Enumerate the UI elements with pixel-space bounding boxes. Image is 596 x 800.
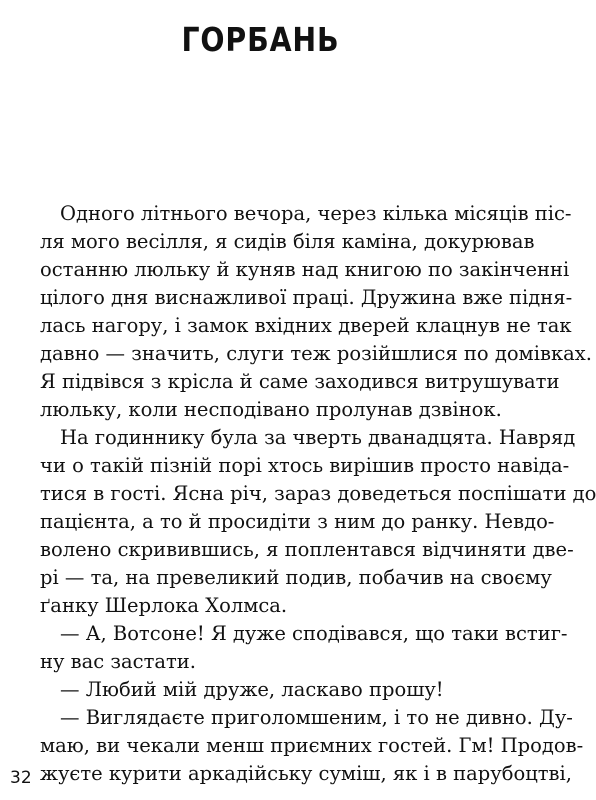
text-line: Я підвівся з крісла й саме заходився витрушувати	[40, 370, 560, 393]
text-line: цілого дня виснажливої праці. Дружина вже підня-	[40, 286, 573, 309]
text-line: — Любий мій друже, ласкаво прошу!	[60, 678, 444, 701]
chapter-body	[40, 200, 596, 788]
text-line: рі — та, на превеликий подив, побачив на своєму	[40, 566, 552, 589]
text-line: останню люльку й куняв над книгою по закінченні	[40, 258, 570, 281]
text-line: волено скривившись, я поплентався відчиняти две-	[40, 538, 574, 561]
text-line: — Виглядаєте приголомшеним, і то не дивно. Ду-	[60, 706, 573, 729]
text-line: тися в гості. Ясна річ, зараз доведеться поспішати до	[40, 482, 596, 505]
text-line: пацієнта, а то й просидіти з ним до ранку. Невдо-	[40, 510, 555, 533]
text-line: жуєте курити аркадійську суміш, як і в парубоцтві,	[40, 762, 572, 785]
text-line: Одного літнього вечора, через кілька місяців піс-	[60, 202, 572, 225]
text-line: — А, Вотсоне! Я дуже сподівався, що таки встиг-	[60, 622, 568, 645]
text-line: лась нагору, і замок вхідних дверей клацнув не так	[40, 314, 572, 337]
text-line: чи о такій пізній порі хтось вирішив просто навіда-	[40, 454, 570, 477]
text-line: давно — значить, слуги теж розійшлися по домівках.	[40, 342, 592, 365]
text-line: люльку, коли несподівано пролунав дзвінок.	[40, 398, 502, 421]
text-line: На годиннику була за чверть дванадцята. Навряд	[60, 426, 576, 449]
text-line: маю, ви чекали менш приємних гостей. Гм! Продов-	[40, 734, 584, 757]
text-line: ну вас застати.	[40, 650, 196, 673]
chapter-title: ГОРБАНЬ	[181, 20, 340, 59]
text-line: ля мого весілля, я сидів біля каміна, докурював	[40, 230, 535, 253]
text-line: ґанку Шерлока Холмса.	[40, 594, 288, 617]
page-number: 32	[10, 768, 32, 788]
